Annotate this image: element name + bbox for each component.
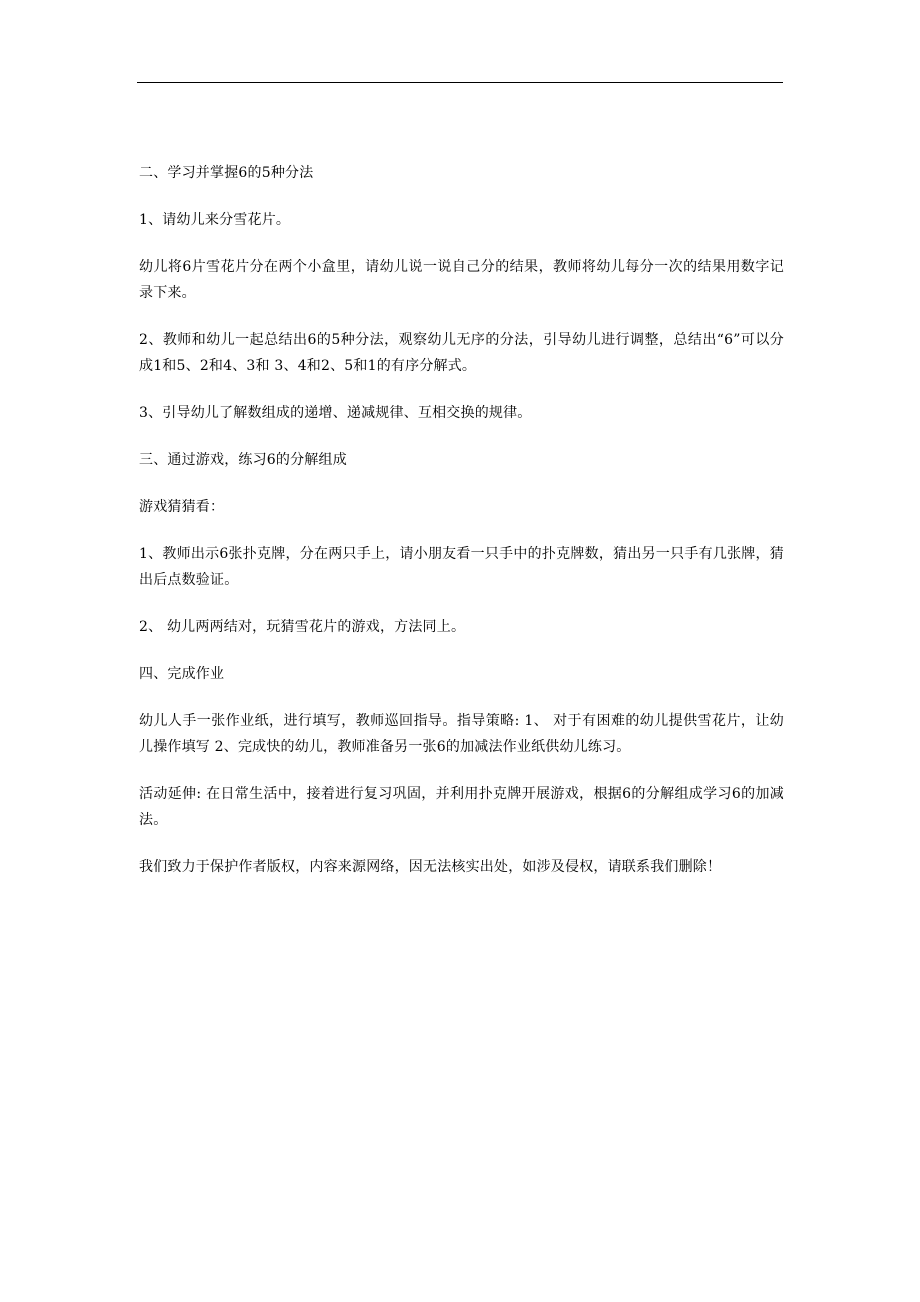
copyright-notice: 我们致力于保护作者版权，内容来源网络，因无法核实出处，如涉及侵权，请联系我们删除！	[139, 859, 722, 875]
section-heading-three: 三、通过游戏，练习6的分解组成	[139, 452, 347, 468]
activity-extension: 活动延伸: 在日常生活中，接着进行复习巩固，并利用扑克牌开展游戏，根据6的分解组成学习6的加减法。	[139, 786, 784, 828]
step-one: 1、请幼儿来分雪花片。	[139, 212, 291, 228]
step-two: 2、教师和幼儿一起总结出6的5种分法，观察幼儿无序的分法，引导幼儿进行调整，总结出“6”可以分成1和5、2和4、3和 3、4和2、5和1的有序分解式。	[139, 332, 784, 374]
homework-description: 幼儿人手一张作业纸，进行填写，教师巡回指导。指导策略: 1、 对于有困难的幼儿提供雪花片，让幼儿操作填写 2、完成快的幼儿，教师准备另一张6的加减法作业纸供幼儿练习。	[139, 713, 784, 755]
game-step-two: 2、 幼儿两两结对，玩猜雪花片的游戏，方法同上。	[139, 619, 466, 635]
step-one-description: 幼儿将6片雪花片分在两个小盒里，请幼儿说一说自己分的结果，教师将幼儿每分一次的结果用数字记录下来。	[139, 259, 784, 301]
document-body	[139, 160, 784, 880]
game-title: 游戏猜猜看：	[139, 499, 225, 515]
step-three: 3、引导幼儿了解数组成的递增、递减规律、互相交换的规律。	[139, 405, 532, 421]
section-heading-four: 四、完成作业	[139, 666, 225, 682]
game-step-one: 1、教师出示6张扑克牌，分在两只手上，请小朋友看一只手中的扑克牌数，猜出另一只手有几张牌，猜出后点数验证。	[139, 546, 784, 588]
header-rule	[137, 82, 783, 83]
section-heading-two: 二、学习并掌握6的5种分法	[139, 165, 314, 181]
